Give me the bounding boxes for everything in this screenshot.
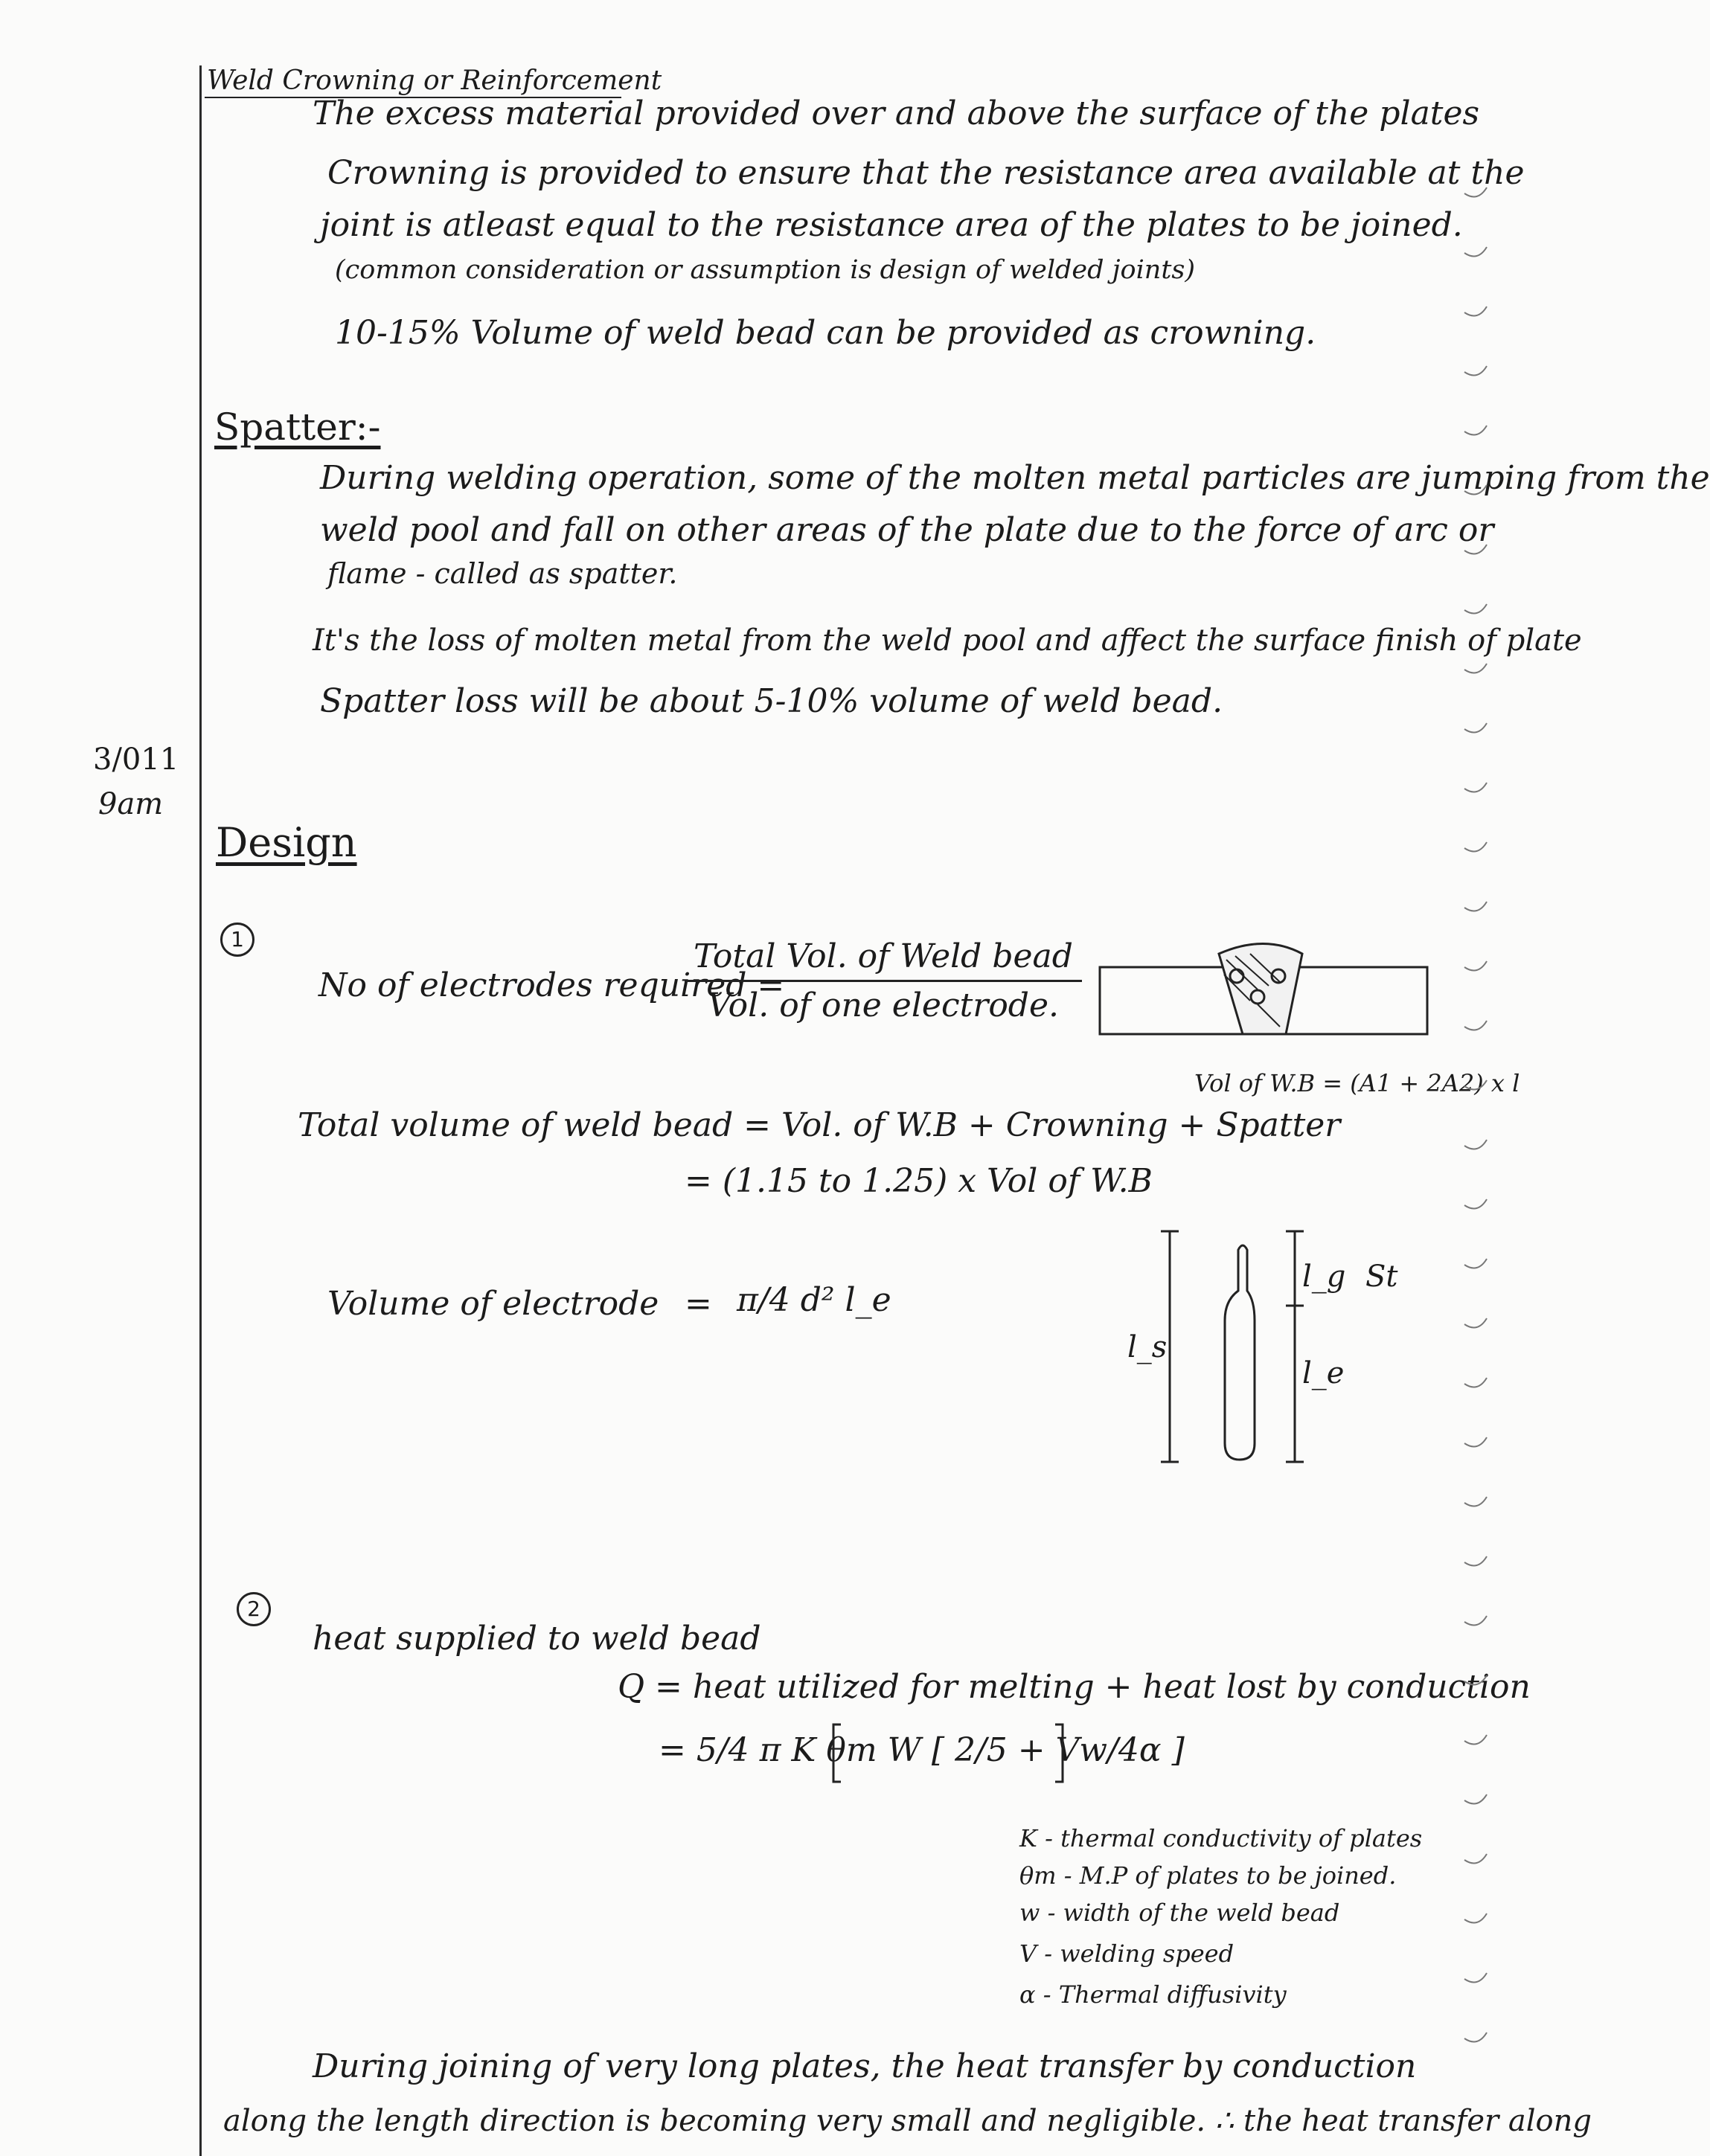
spatter-p1b: weld pool and fall on other areas of the plate due to the force of arc or [320,511,1494,549]
spatter-p3: Spatter loss will be about 5-10% volume of weld bead. [320,682,1223,720]
design-heading: Design [216,819,357,866]
footer-line-2: along the length direction is becoming very small and negligible. ∴ the heat transfer along [223,2104,1592,2138]
item-number-2: 2 [237,1592,271,1626]
total-volume-line2: = (1.15 to 1.25) x Vol of W.B [685,1162,1153,1200]
heat-label: heat supplied to weld bead [313,1620,761,1658]
partial-heading: Weld Crowning or Reinforcement [207,65,662,96]
spatter-p1c: flame - called as spatter. [327,557,678,590]
weld-bead-shape [1219,944,1302,1035]
crowning-point-1: Crowning is provided to ensure that the resistance area available at the [327,154,1525,192]
margin-time: 9am [98,787,164,821]
label-side: St [1365,1260,1398,1294]
legend-item: w - width of the weld bead [1019,1899,1340,1927]
footer-line-1: During joining of very long plates, the heat transfer by conduction [313,2047,1417,2085]
weld-volume-formula: Vol of W.B = (A1 + 2A2) x l [1194,1069,1520,1097]
electrode-volume-label: Volume of electrode [327,1285,659,1323]
item-number-1: 1 [220,923,254,957]
electrodes-label: No of electrodes required = [318,966,785,1004]
electrode-volume-formula: π/4 d² l_e [737,1281,891,1319]
q-formula-marks [833,1725,1063,1782]
crowning-definition: The excess material provided over and above the surface of the plates [313,94,1480,132]
electrode-volume-equals: = [685,1285,712,1323]
legend-item: V - welding speed [1019,1940,1235,1968]
label-ls: l_s [1127,1330,1168,1364]
legend-item: θm - M.P of plates to be joined. [1019,1861,1397,1890]
legend-item: K - thermal conductivity of plates [1019,1824,1423,1852]
margin-date: 3/011 [93,742,179,777]
crowning-point-1c: (common consideration or assumption is design of welded joints) [335,255,1196,285]
q-left-bracket [833,1725,841,1782]
legend-item: α - Thermal diffusivity [1019,1980,1287,2009]
crowning-point-2: 10-15% Volume of weld bead can be provided as crowning. [335,314,1316,352]
label-lg: l_g [1302,1260,1346,1294]
q-line-1: Q = heat utilized for melting + heat lost by conduction [618,1668,1531,1706]
q-line-2: = 5/4 π K θm W [ 2/5 + Vw/4α ] [659,1731,1185,1769]
electrode-sketch [1161,1231,1304,1462]
q-right-bracket [1055,1725,1063,1782]
electrodes-denominator: Vol. of one electrode. [707,986,1059,1024]
spatter-heading: Spatter:- [214,405,381,449]
spatter-p2: It's the loss of molten metal from the weld pool and affect the surface finish of plate [313,623,1582,658]
crowning-point-1b: joint is atleast equal to the resistance area of the plates to be joined. [320,206,1463,244]
electrodes-numerator: Total Vol. of Weld bead [685,937,1082,982]
electrode-body [1225,1245,1255,1460]
binder-marks [1464,187,1487,2042]
label-le: l_e [1302,1356,1345,1390]
spatter-p1: During welding operation, some of the molten metal particles are jumping from the [320,459,1710,497]
weld-joint-sketch [1100,944,1427,1035]
total-volume-line1: Total volume of weld bead = Vol. of W.B + Crowning + Spatter [298,1106,1341,1144]
